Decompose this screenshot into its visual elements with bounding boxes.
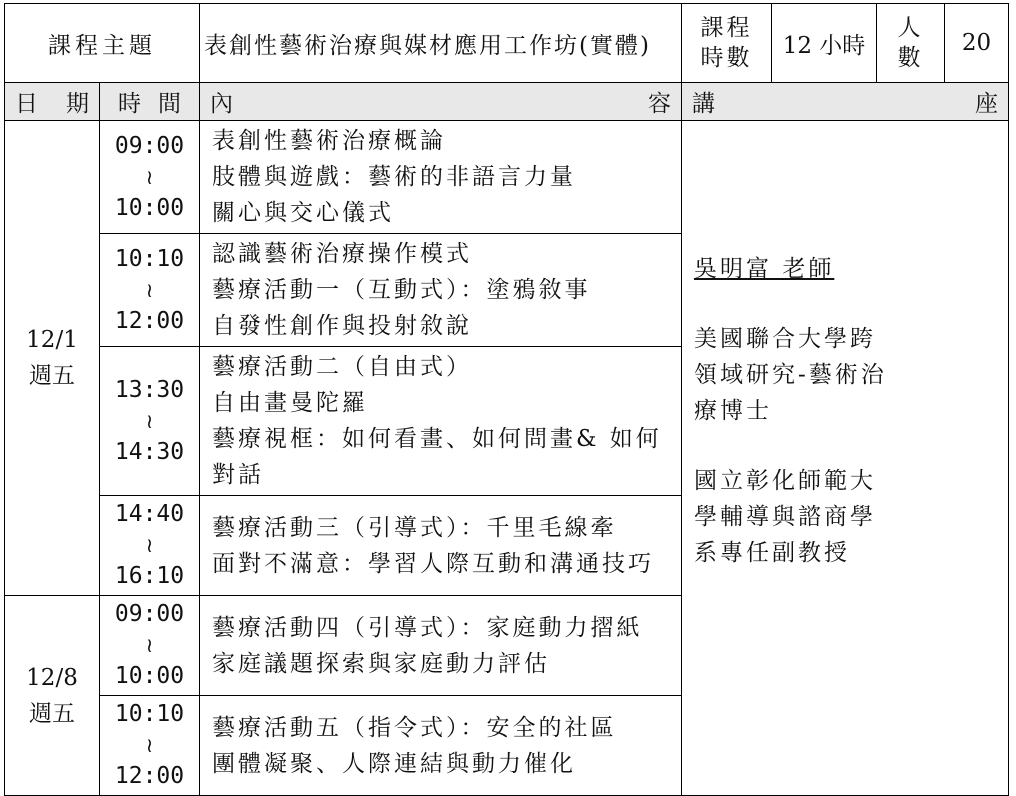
lecturer-credential-1: 美國聯合大學跨 領域研究-藝術治 療博士 — [694, 326, 887, 424]
lecturer-credential-2: 國立彰化師範大 學輔導與諮商學 系專任副教授 — [694, 468, 877, 566]
content-cell: 表創性藝術治療概論 肢體與遊戲：藝術的非語言力量 關心與交心儀式 — [200, 121, 682, 234]
lecturer-cell — [682, 121, 1009, 796]
people-label: 人 數 — [877, 4, 945, 83]
topic-label: 課程主題 — [5, 4, 200, 83]
hours-value: 12 小時 — [772, 4, 877, 83]
content-cell: 藝療活動二（自由式） 自由畫曼陀羅 藝療視框：如何看畫、如何問畫& 如何對話 — [200, 347, 682, 496]
time-cell: 10:10 ≀ 12:00 — [100, 696, 200, 796]
date-cell: 12/1 週五 — [5, 121, 100, 596]
col-content: 內 容 — [200, 83, 682, 121]
col-lecturer: 講 座 — [682, 83, 1009, 121]
schedule-row — [5, 121, 1009, 234]
content-cell: 藝療活動四（引導式）：家庭動力摺紙 家庭議題探索與家庭動力評估 — [200, 596, 682, 696]
hours-label: 課程 時數 — [682, 4, 772, 83]
time-cell: 14:40 ≀ 16:10 — [100, 496, 200, 596]
col-time: 時 間 — [100, 83, 200, 121]
date-cell: 12/8 週五 — [5, 596, 100, 796]
content-cell: 藝療活動五（指令式）：安全的社區 團體凝聚、人際連結與動力催化 — [200, 696, 682, 796]
time-cell: 10:10 ≀ 12:00 — [100, 234, 200, 347]
content-cell: 認識藝術治療操作模式 藝療活動一（互動式）：塗鴉敘事 自發性創作與投射敘說 — [200, 234, 682, 347]
header-row — [5, 4, 1009, 83]
lecturer-name: 吳明富 老師 — [694, 256, 835, 282]
topic-value: 表創性藝術治療與媒材應用工作坊(實體) — [200, 4, 682, 83]
course-schedule-table — [4, 3, 1009, 796]
column-header-row — [5, 83, 1009, 121]
content-cell: 藝療活動三（引導式）：千里毛線牽 面對不滿意：學習人際互動和溝通技巧 — [200, 496, 682, 596]
col-date: 日 期 — [5, 83, 100, 121]
time-cell: 09:00 ≀ 10:00 — [100, 596, 200, 696]
time-cell: 09:00 ≀ 10:00 — [100, 121, 200, 234]
people-value: 20 — [945, 4, 1009, 83]
time-cell: 13:30 ≀ 14:30 — [100, 347, 200, 496]
